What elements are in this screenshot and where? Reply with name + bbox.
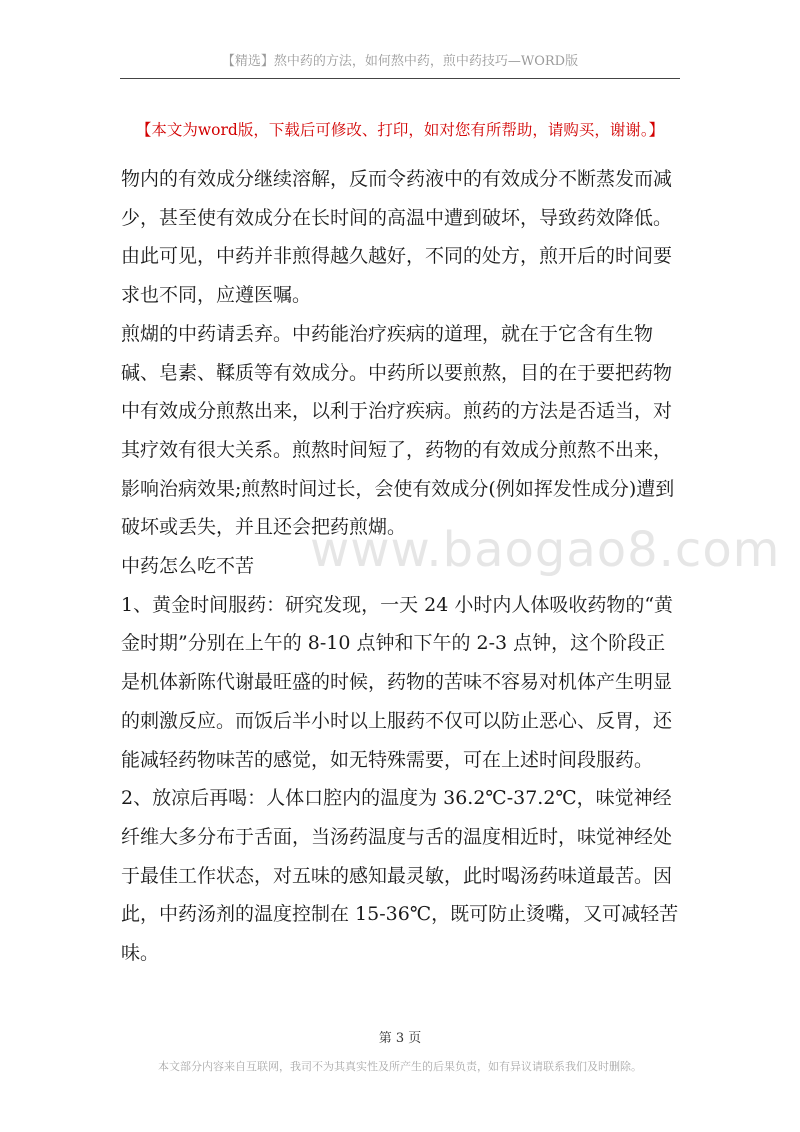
section-heading: 中药怎么吃不苦: [121, 555, 255, 578]
paragraph-tip-1: 1、黄金时间服药：研究发现，一天 24 小时内人体吸收药物的“黄金时期”分别在上午的 8-10 点钟和下午的 2-3 点钟，这个阶段正是机体新陈代谢最旺盛的时候，药物的苦味不容易对机体产生明显的刺激反应。而饭后半小时以上服药不仅可以防止恶心、反胃，还能减轻药物味苦的感觉，如无特殊需要，可在上述时间段服药。: [121, 593, 674, 771]
watermark: www.baogao8.com: [310, 522, 781, 578]
page-number: 第 3 页: [378, 1031, 422, 1046]
paragraph-tip-2: 2、放凉后再喝：人体口腔内的温度为 36.2℃-37.2℃，味觉神经纤维大多分布于舌面，当汤药温度与舌的温度相近时，味觉神经处于最佳工作状态，对五味的感知最灵敏，此时喝汤药味道最苦。因此，中药汤剂的温度控制在 15-36℃，既可防止烫嘴，又可减轻苦味。: [121, 787, 679, 965]
page-header: 【精选】熬中药的方法，如何熬中药，煎中药技巧—WORD版: [221, 54, 579, 69]
document-body: [121, 160, 681, 973]
paragraph-continuation: 物内的有效成分继续溶解，反而令药液中的有效成分不断蒸发而减少，甚至使有效成分在长时间的高温中遭到破坏，导致药效降低。由此可见，中药并非煎得越久越好，不同的处方，煎开后的时间要求也不同，应遵医嘱。: [121, 168, 673, 307]
page-footer-disclaimer: 本文部分内容来自互联网，我司不为其真实性及所产生的后果负责，如有异议请联系我们及时删除。: [158, 1060, 642, 1073]
header-divider: [120, 78, 680, 79]
paragraph-burnt-medicine: 煎煳的中药请丢弃。中药能治疗疾病的道理，就在于它含有生物碱、皂素、鞣质等有效成分。中药所以要煎熬，目的在于要把药物中有效成分煎熬出来，以利于治疗疾病。煎药的方法是否适当，对其疗效有很大关系。煎熬时间短了，药物的有效成分煎熬不出来，影响治病效果;煎熬时间过长，会使有效成分(例如挥发性成分)遭到破坏或丢失，并且还会把药煎煳。: [121, 322, 675, 539]
red-notice: 【本文为word版，下载后可修改、打印，如对您有所帮助，请购买，谢谢。】: [135, 121, 665, 139]
